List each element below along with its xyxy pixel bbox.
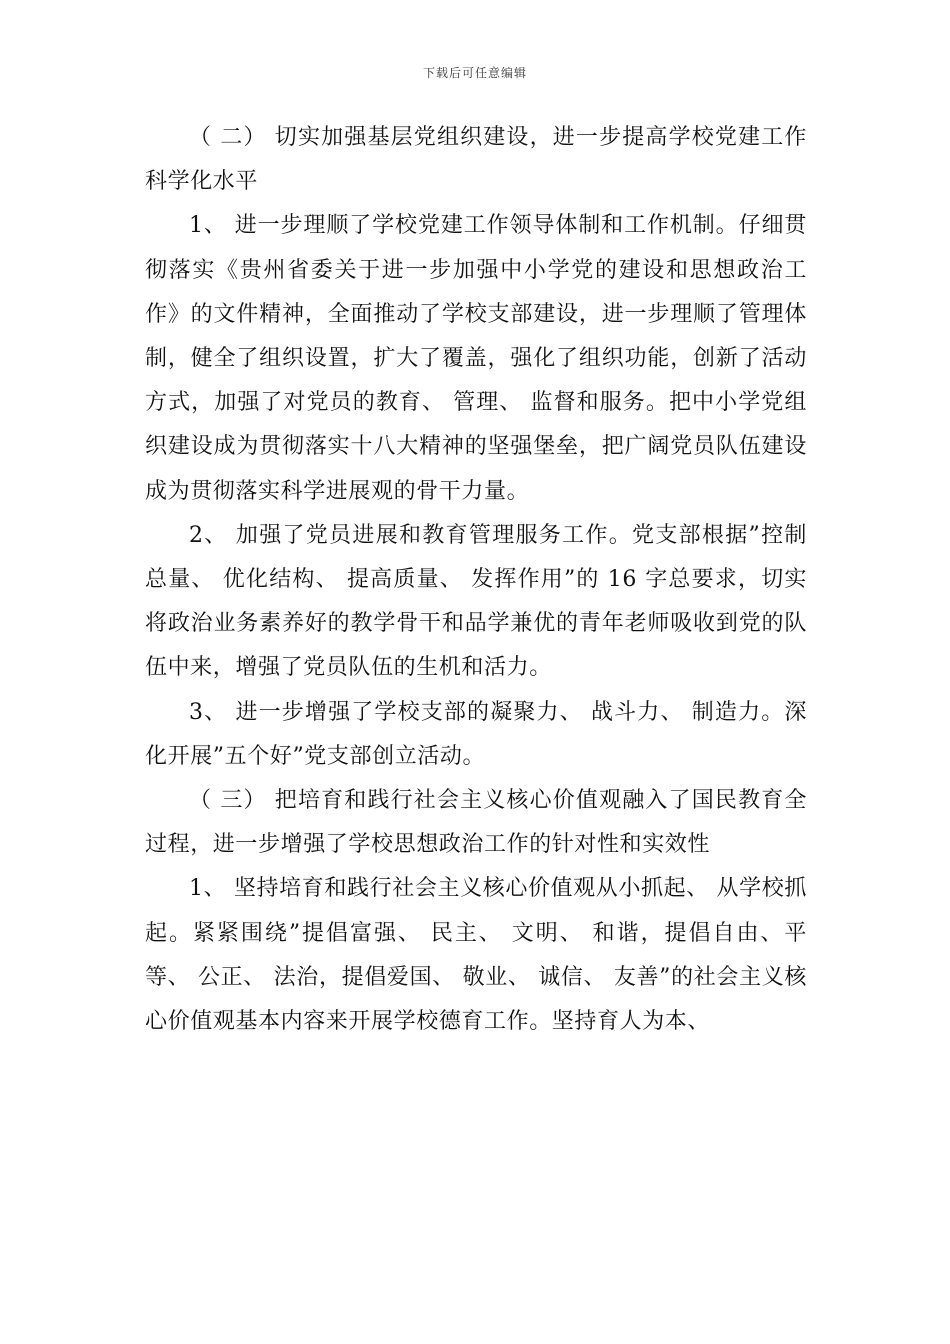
paragraph-item-2: 2、 加强了党员进展和教育管理服务工作。党支部根据”控制总量、 优化结构、 提高质量、 发挥作用”的 16 字总要求，切实将政治业务素养好的教学骨干和品学兼优的青年老师吸收到党的队伍中来，增强了党员队伍的生机和活力。 xyxy=(145,522,807,681)
section-heading-3: （ 三） 把培育和践行社会主义核心价值观融入了国民教育全过程，进一步增强了学校思想政治工作的针对性和实效性 xyxy=(145,788,807,858)
document-body xyxy=(145,116,807,1044)
page-header: 下载后可任意编辑 xyxy=(422,66,527,80)
section-heading-2: （ 二） 切实加强基层党组织建设，进一步提高学校党建工作科学化水平 xyxy=(145,125,807,195)
paragraph-item-3: 3、 进一步增强了学校支部的凝聚力、 战斗力、 制造力。深化开展”五个好”党支部创立活动。 xyxy=(145,699,807,769)
paragraph-item-1b: 1、 坚持培育和践行社会主义核心价值观从小抓起、 从学校抓起。紧紧围绕”提倡富强、 民主、 文明、 和谐，提倡自由、平等、 公正、 法治，提倡爱国、 敬业、 诚信、 友善”的社会主义核心价值观基本内容来开展学校德育工作。坚持育人为本、 xyxy=(145,876,807,1035)
paragraph-item-1: 1、 进一步理顺了学校党建工作领导体制和工作机制。仔细贯彻落实《贵州省委关于进一步加强中小学党的建设和思想政治工作》的文件精神，全面推动了学校支部建设，进一步理顺了管理体制，健全了组织设置，扩大了覆盖，强化了组织功能，创新了活动方式，加强了对党员的教育、 管理、 监督和服务。把中小学党组织建设成为贯彻落实十八大精神的坚强堡垒，把广阔党员队伍建设成为贯彻落实科学进展观的骨干力量。 xyxy=(145,213,807,504)
